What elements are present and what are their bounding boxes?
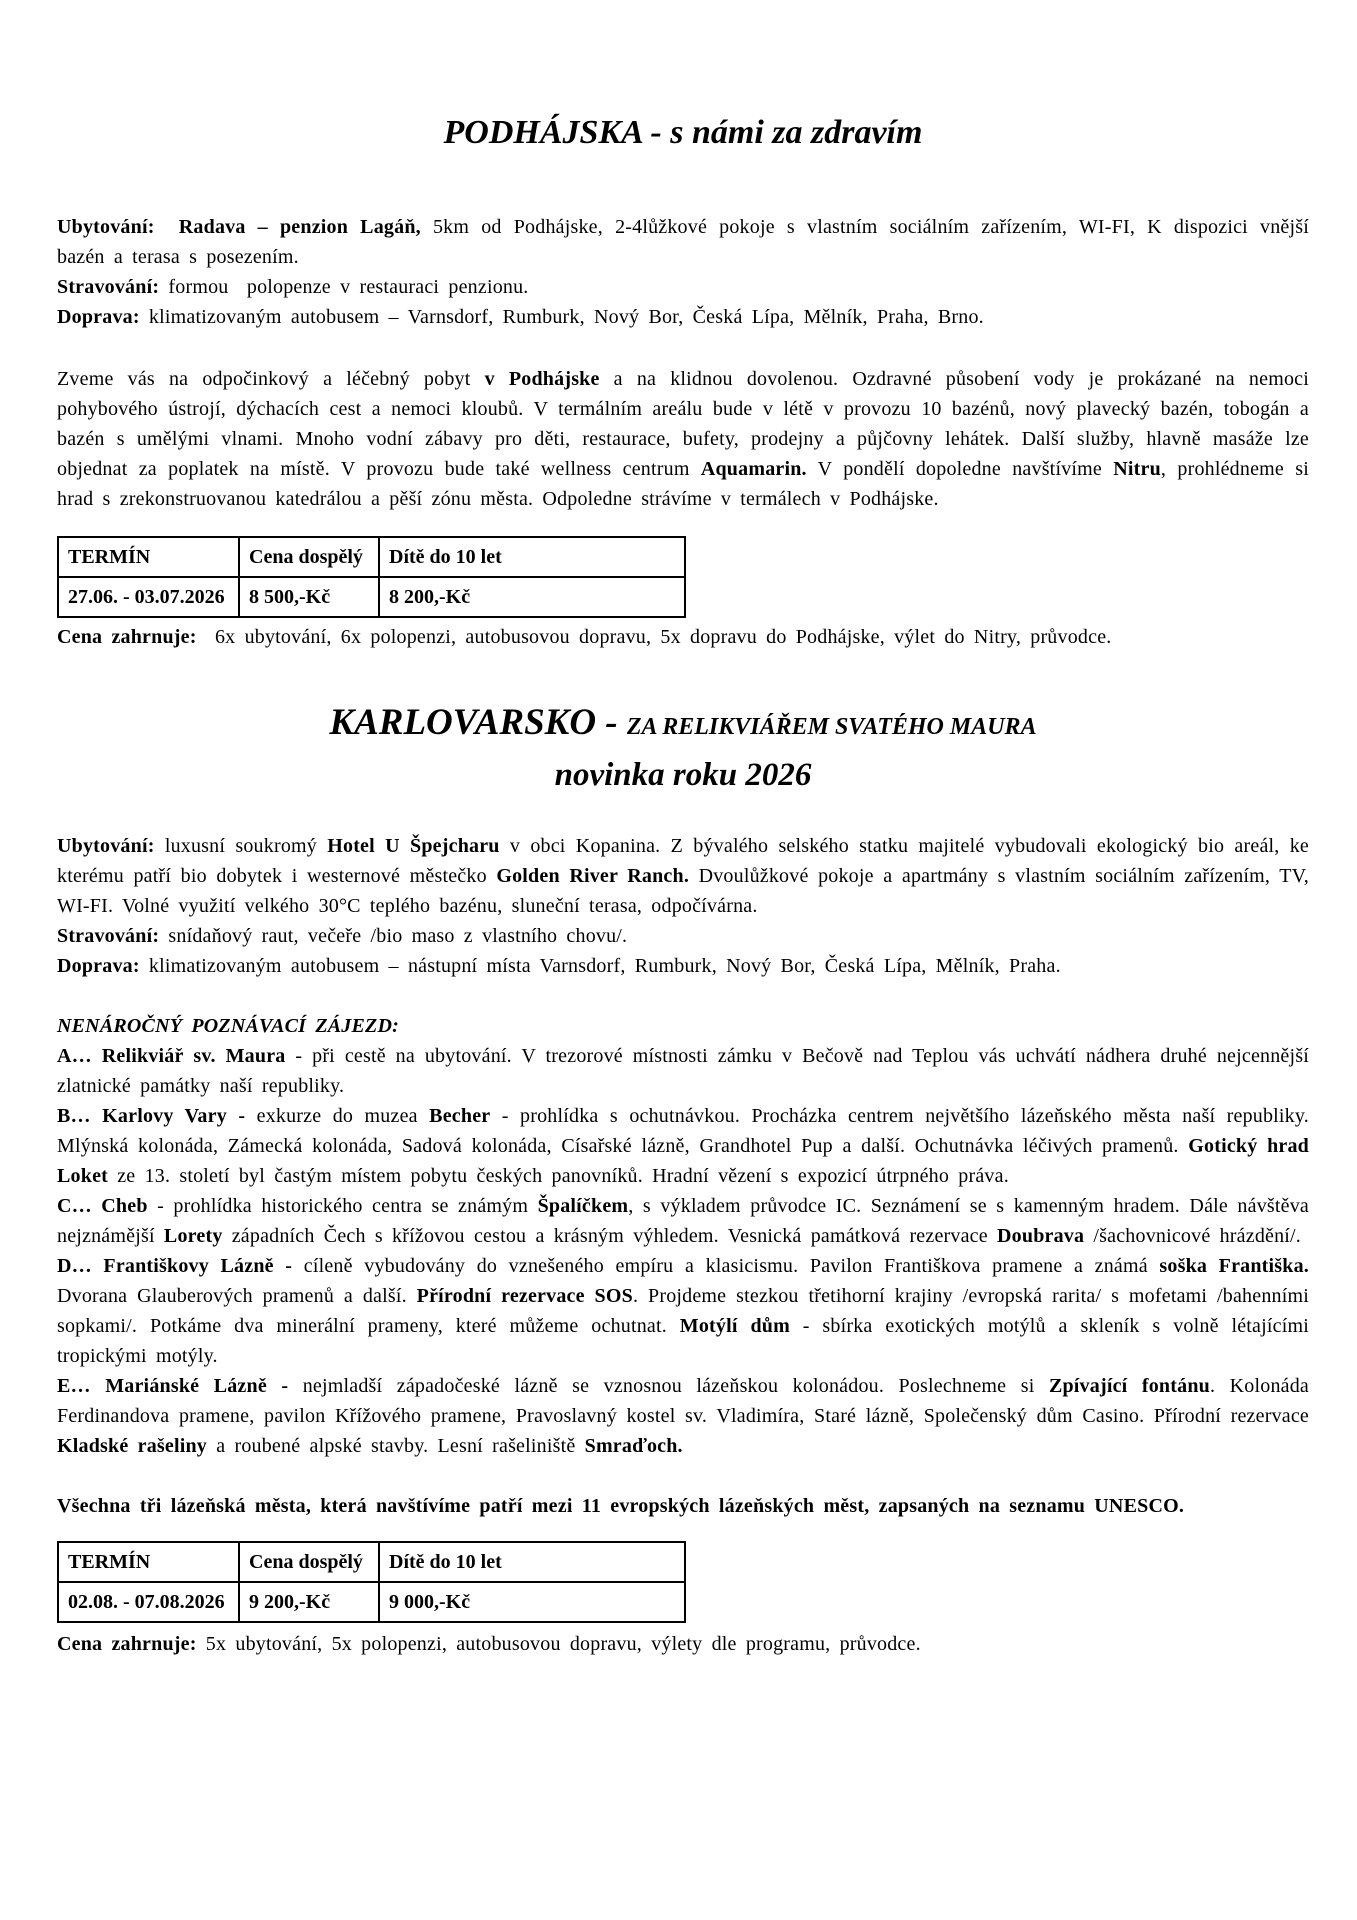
karlovarsko-header-cena-dospely: Cena dospělý (239, 1542, 379, 1582)
karlovarsko-header-dite: Dítě do 10 let (379, 1542, 685, 1582)
podhajska-cell-termin: 27.06. - 03.07.2026 (58, 577, 239, 617)
karlovarsko-cell-dite: 9 000,-Kč (379, 1582, 685, 1622)
karlovarsko-title-sub: ZA RELIKVIÁŘEM SVATÉHO MAURA (626, 714, 1037, 740)
karlovarsko-title-main: KARLOVARSKO - (329, 702, 627, 743)
karlovarsko-price-table (57, 1541, 686, 1623)
tour-item-b: B… Karlovy Vary - exkurze do muzea Becher - prohlídka s ochutnávkou. Procházka centrem největšího lázeňského města naší republiky. Mlýnská kolonáda, Zámecká kolonáda, Sadová kolonáda, Císařské lázně, Grandhotel Pup a další. Ochutnávka léčivých pramenů. Gotický hrad Loket ze 13. století byl častým místem pobytu českých panovníků. Hradní vězení s expozicí útrpného práva. (57, 1105, 1310, 1187)
podhajska-header-cena-dospely: Cena dospělý (239, 537, 379, 577)
karlovarsko-table-data-row (58, 1582, 685, 1622)
podhajska-stravovani-paragraph: Stravování: formou polopenze v restauraci penzionu. (57, 276, 529, 298)
karlovarsko-header-termin: TERMÍN (58, 1542, 239, 1582)
podhajska-table-header-row (58, 537, 685, 577)
unesco-note: Všechna tři lázeňská města, která navštívíme patří mezi 11 evropských lázeňských měst, zapsaných na seznamu UNESCO. (57, 1495, 1185, 1517)
podhajska-header-termin: TERMÍN (58, 537, 239, 577)
karlovarsko-doprava-paragraph: Doprava: klimatizovaným autobusem – nástupní místa Varnsdorf, Rumburk, Nový Bor, Česká Lípa, Mělník, Praha. (57, 955, 1061, 977)
karlovarsko-table-header-row (58, 1542, 685, 1582)
podhajska-cell-dite: 8 200,-Kč (379, 577, 685, 617)
podhajska-price-table (57, 536, 686, 618)
tour-item-e: E… Mariánské Lázně - nejmladší západočeské lázně se vznosnou lázeňskou kolonádou. Poslechneme si Zpívající fontánu. Kolonáda Ferdinandova pramene, pavilon Křížového pramene, Pravoslavný kostel sv. Vladimíra, Staré lázně, Společenský dům Casino. Přírodní rezervace Kladské rašeliny a roubené alpské stavby. Lesní rašeliniště Smraďoch. (57, 1375, 1309, 1457)
podhajska-info-block (57, 212, 1309, 332)
karlovarsko-subtitle: novinka roku 2026 (554, 757, 812, 793)
podhajska-header-dite: Dítě do 10 let (379, 537, 685, 577)
tour-heading: NENÁROČNÝ POZNÁVACÍ ZÁJEZD: (57, 1015, 399, 1037)
karlovarsko-info-block (57, 831, 1309, 981)
podhajska-cell-cena-dospely: 8 500,-Kč (239, 577, 379, 617)
tour-item-d: D… Františkovy Lázně - cíleně vybudovány do vznešeného empíru a klasicismu. Pavilon Františkova pramene a známá soška Františka. Dvorana Glauberových pramenů a další. Přírodní rezervace SOS. Projdeme stezkou třetihorní krajiny /evropská rarita/ s mofetami /bahenními sopkami/. Potkáme dva minerální prameny, které můžeme ochutnat. Motýlí dům - sbírka exotických motýlů a skleník s volně létajícími tropickými motýly. (57, 1255, 1310, 1367)
karlovarsko-ubytovani-paragraph: Ubytování: luxusní soukromý Hotel U Špejcharu v obci Kopanina. Z bývalého selského statku majitelé vybudovali ekologický bio areál, ke kterému patří bio dobytek i westernové městečko Golden River Ranch. Dvoulůžkové pokoje a apartmány s vlastním sociálním zařízením, TV, WI-FI. Volné využití velkého 30°C teplého bazénu, sluneční terasa, odpočívárna. (57, 835, 1310, 917)
karlovarsko-stravovani-paragraph: Stravování: snídaňový raut, večeře /bio maso z vlastního chovu/. (57, 925, 628, 947)
podhajska-doprava-paragraph: Doprava: klimatizovaným autobusem – Varnsdorf, Rumburk, Nový Bor, Česká Lípa, Mělník, Praha, Brno. (57, 306, 984, 328)
podhajska-title: PODHÁJSKA - s námi za zdravím (443, 114, 923, 151)
karlovarsko-price-includes: Cena zahrnuje: 5x ubytování, 5x polopenzi, autobusovou dopravu, výlety dle programu, průvodce. (57, 1633, 921, 1655)
tour-item-c: C… Cheb - prohlídka historického centra se známým Špalíčkem, s výkladem průvodce IC. Seznámení se s kamenným hradem. Dále návštěva nejznámější Lorety západních Čech s křížovou cestou a krásným výhledem. Vesnická památková rezervace Doubrava /šachovnicové hrázdění/. (57, 1195, 1310, 1247)
tour-item-a: A… Relikviář sv. Maura - při cestě na ubytování. V trezorové místnosti zámku v Bečově nad Teplou vás uchvátí nádhera druhé nejcennější zlatnické památky naší republiky. (57, 1045, 1309, 1097)
tour-items-block (57, 1041, 1309, 1461)
podhajska-price-includes: Cena zahrnuje: 6x ubytování, 6x polopenzi, autobusovou dopravu, 5x dopravu do Podhájske, výlet do Nitry, průvodce. (57, 626, 1112, 648)
podhajska-ubytovani-paragraph: Ubytování: Radava – penzion Lagáň, 5km od Podhájske, 2-4lůžkové pokoje s vlastním sociálním zařízením, WI-FI, K dispozici vnější bazén a terasa s posezením. (57, 216, 1309, 268)
podhajska-table-data-row (58, 577, 685, 617)
karlovarsko-cell-cena-dospely: 9 200,-Kč (239, 1582, 379, 1622)
karlovarsko-title (57, 700, 1309, 751)
podhajska-description-paragraph: Zveme vás na odpočinkový a léčebný pobyt v Podhájske a na klidnou dovolenou. Ozdravné působení vody je prokázané na nemoci pohybového ústrojí, dýchacích cest a nemoci kloubů. V termálním areálu bude v létě v provozu 10 bazénů, nový plavecký bazén, tobogán a bazén s umělými vlnami. Mnoho vodní zábavy pro děti, restaurace, bufety, prodejny a půjčovny lehátek. Další služby, hlavně masáže lze objednat za poplatek na místě. V provozu bude také wellness centrum Aquamarin. V pondělí dopoledne navštívíme Nitru, prohlédneme si hrad s zrekonstruovanou katedrálou a pěší zónu města. Odpoledne strávíme v termálech v Podhájske. (57, 368, 1309, 510)
karlovarsko-cell-termin: 02.08. - 07.08.2026 (58, 1582, 239, 1622)
